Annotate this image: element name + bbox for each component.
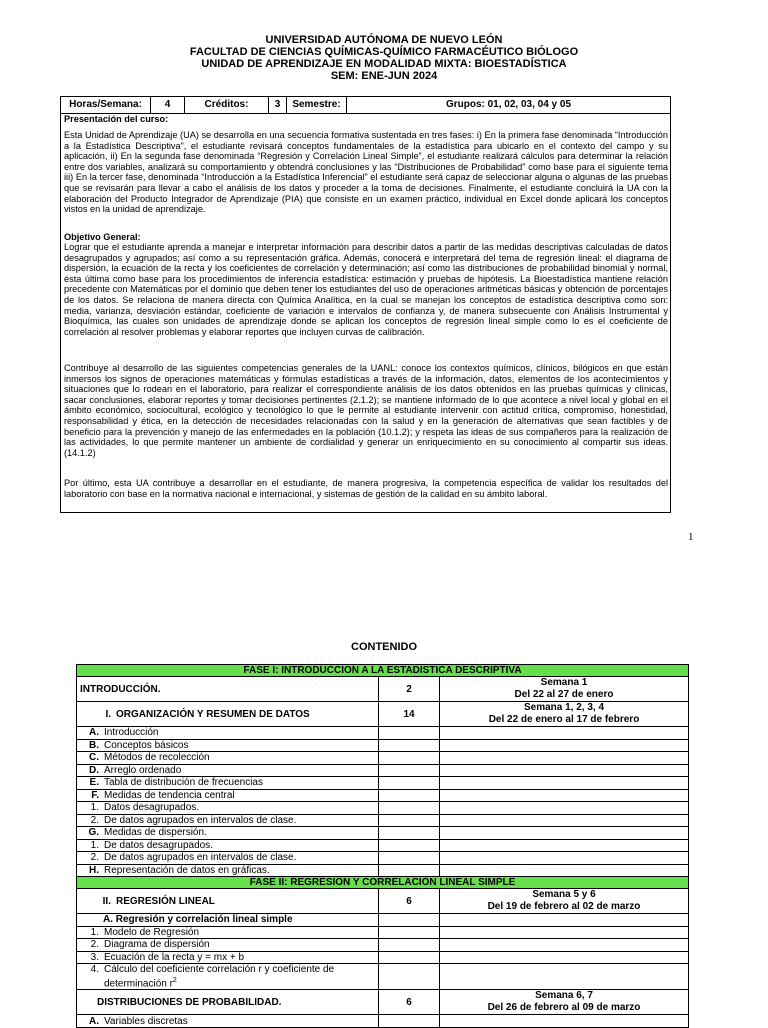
item-text: Modelo de Regresión <box>104 926 200 938</box>
intro-week-dates: Del 22 al 27 de enero <box>514 689 614 700</box>
item-text: Variables discretas <box>104 1015 188 1027</box>
unit-1-title <box>77 702 379 727</box>
item-text: Conceptos básicos <box>104 739 189 751</box>
list-item <box>77 777 379 790</box>
list-item <box>77 939 379 952</box>
unit-1-label: ORGANIZACIÓN Y RESUMEN DE DATOS <box>116 708 310 720</box>
meta-row <box>61 97 670 114</box>
item-text: Medidas de dispersión. <box>104 827 207 839</box>
objetivo-paragraph-2: Contribuye al desarrollo de las siguientes competencias generales de la UANL: conoce los contextos químicos, clínicos, bilógicos en que están inmersos los signos de operaciones matemáticas y fórmulas estadísticas a través de la información, datos, elementos de los acontecimientos y situaciones que lo rodean en el laboratorio, para realizar el correspondiente análisis de los datos obtenidos en las pruebas químicas y clínicas, sacar conclusiones, elaborar reportes y tomar decisiones pertinentes (2.1.2); se mantiene informado de lo que acontece a nivel local y global en el ámbito económico, sociocultural, ecológico y tecnológico lo que le permite al estudiante intervenir con actitud crítica, compromiso, honestidad, responsabilidad y ética, en la detección de necesidades relacionadas con la salud y en la generación de alternativas que sean factibles y de beneficio para la prevención y manejo de las enfermedades en la población (10.1.2); y respeta las ideas de sus compañeros para la realización de las actividades, lo que permite mantener un ambiente de cordialidad y generar un enriquecimiento en su conocimiento al compartir sus ideas. (14.1.2) <box>64 363 668 458</box>
table-row <box>77 827 689 840</box>
unit-2-row <box>77 889 689 914</box>
header-semester: SEM: ENE-JUN 2024 <box>330 70 438 82</box>
item-text: Arreglo ordenado <box>104 764 182 776</box>
list-item <box>77 814 379 827</box>
unit-2-week-number: Semana 5 y 6 <box>532 889 596 900</box>
unit-2-weeks <box>440 889 689 914</box>
table-row <box>77 964 689 990</box>
horas-label: Horas/Semana: <box>61 97 151 113</box>
table-row <box>77 777 689 790</box>
unit-2-number: II. <box>102 895 111 907</box>
item-key: 2. <box>90 852 99 864</box>
unit-1-number: I. <box>105 708 111 720</box>
unit-1-row <box>77 702 689 727</box>
list-item <box>77 739 379 752</box>
header-university: UNIVERSIDAD AUTÓNOMA DE NUEVO LEÓN <box>265 34 503 46</box>
table-row <box>77 951 689 964</box>
item-text: Datos desagrupados. <box>104 802 200 814</box>
dist-hours: 6 <box>379 990 440 1015</box>
dist-row <box>77 990 689 1015</box>
table-row <box>77 939 689 952</box>
item-key: H. <box>89 864 99 876</box>
unit-2-label: REGRESIÓN LINEAL <box>116 895 215 907</box>
list-item <box>77 789 379 802</box>
objetivo-paragraph-3: Por último, esta UA contribuye a desarrollar en el estudiante, de manera progresiva, la competencia específica de validar los resultados del laboratorio con base en la normativa nacional e internacional, y sistemas de gestión de la calidad en su ámbito laboral. <box>64 478 668 499</box>
item-text: De datos desagrupados. <box>104 839 213 851</box>
item-key: A. <box>89 1015 99 1027</box>
contenido-title: CONTENIDO <box>351 641 417 653</box>
item-key: D. <box>89 764 99 776</box>
table-row <box>77 926 689 939</box>
list-item <box>77 852 379 865</box>
table-row <box>77 739 689 752</box>
item-key: 2. <box>90 939 99 951</box>
unit-1-weeks <box>440 702 689 727</box>
item-text: Medidas de tendencia central <box>104 789 235 801</box>
list-item <box>77 827 379 840</box>
table-row <box>77 789 689 802</box>
creditos-value: 3 <box>269 97 287 113</box>
intro-label: INTRODUCCIÓN. <box>77 677 379 702</box>
page-number: 1 <box>688 531 694 543</box>
intro-hours: 2 <box>379 677 440 702</box>
item-text: De datos agrupados en intervalos de clase. <box>104 852 297 864</box>
creditos-label: Créditos: <box>185 97 269 113</box>
fase-1-title: FASE I: INTRODUCCION A LA ESTADISTICA DESCRIPTIVA <box>77 665 689 677</box>
dist-weeks <box>440 990 689 1015</box>
course-info-box <box>60 96 671 513</box>
table-row <box>77 764 689 777</box>
fase-1-row <box>77 665 689 677</box>
table-row <box>77 839 689 852</box>
intro-week-number: Semana 1 <box>540 677 588 688</box>
item-key: 4. <box>90 964 99 975</box>
table-row <box>77 914 689 927</box>
unit-2-title <box>77 889 379 914</box>
item-key: F. <box>91 789 99 801</box>
objetivo-paragraph-1: Lograr que el estudiante aprenda a manejar e interpretar información para describir datos a partir de las medidas descriptivas calculadas de datos desagrupados y agrupados; así como a su representación gráfica. Además, conocerá e interpretará del tema de regresión lineal: el diagrama de dispersión, la ecuación de la recta y los coeficientes de correlación y determinación; así como las distribuciones de probabilidad binomial y normal, ésta última como base para los procedimientos de inferencia estadística: estimación y pruebas de hipótesis. La Bioestadística mantiene relación precedente con Matemáticas por el dominio que deben tener los estudiantes del uso de operaciones aritméticas básicas y obtención de porcentajes de los datos. Se relaciona de manera directa con Química Analítica, en la cual se manejan los conceptos de estadística descriptiva como son: media, varianza, desviación estándar, coeficiente de variación e intervalos de confianza y, de manera subsecuente con Análisis Instrumental y Bioquímica, las cuales son unidades de aprendizaje donde se aplican los conceptos de regresión lineal simple como lo es el coeficiente de correlación al resolver problemas y elaborar reportes que incluyen curvas de calibración. <box>64 242 668 337</box>
presentacion-label: Presentación del curso: <box>64 114 169 124</box>
table-row <box>77 727 689 740</box>
item-text: Introducción <box>104 727 159 739</box>
table-row <box>77 1015 689 1028</box>
item-text: De datos agrupados en intervalos de clase. <box>104 814 297 826</box>
contenido-table <box>76 664 689 1028</box>
list-item <box>77 951 379 964</box>
item-key: A. <box>89 727 99 739</box>
list-item <box>77 964 379 990</box>
item-key: 1. <box>90 802 99 814</box>
item-text: Ecuación de la recta y = mx + b <box>104 951 245 963</box>
objetivo-label: Objetivo General: <box>64 232 141 242</box>
item-text: Representación de datos en gráficas. <box>104 864 270 876</box>
fase-2-title: FASE II: REGRESION Y CORRELACIÓN LINEAL SIMPLE <box>77 877 689 889</box>
item-key: 2. <box>90 814 99 826</box>
item-text: Diagrama de dispersión <box>104 939 210 951</box>
intro-row <box>77 677 689 702</box>
list-item <box>77 727 379 740</box>
table-row <box>77 852 689 865</box>
item-key: 1. <box>90 926 99 938</box>
list-item <box>77 764 379 777</box>
list-item <box>77 839 379 852</box>
dist-week-dates: Del 26 de febrero al 09 de marzo <box>487 1002 641 1014</box>
table-row <box>77 802 689 815</box>
unit-2-week-dates: Del 19 de febrero al 02 de marzo <box>487 901 641 912</box>
item-text: Cálculo del coeficiente correlación r y coeficiente de determinación r <box>104 964 335 990</box>
list-item <box>77 926 379 939</box>
table-row <box>77 814 689 827</box>
item-key: E. <box>89 777 99 789</box>
unit-2-subtitle: A. Regresión y correlación lineal simple <box>77 914 379 927</box>
fase-2-row <box>77 877 689 889</box>
list-item <box>77 802 379 815</box>
header-unit: UNIDAD DE APRENDIZAJE EN MODALIDAD MIXTA: BIOESTADÍSTICA <box>201 58 567 70</box>
item-key: B. <box>89 739 99 751</box>
dist-week-number: Semana 6, 7 <box>535 990 593 1002</box>
item-key: G. <box>88 827 99 839</box>
unit-1-week-number: Semana 1, 2, 3, 4 <box>523 702 605 713</box>
list-item <box>77 864 379 877</box>
presentacion-text: Esta Unidad de Aprendizaje (UA) se desarrolla en una secuencia formativa sustentada en tres fases: i) En la primera fase denominada “Introducción a la Estadística Descriptiva”, el estudiante revisará conceptos fundamentales de la estadística para ubicarlo en el contexto del campo y su aplicación, ii) En la segunda fase denominada “Regresión y Correlación Lineal Simple”, el estudiante realizará cálculos para determinar la relación entre dos variables, analizará su comportamiento y obtendrá conclusiones y las “Distribuciones de Probabilidad” como base para el siguiente tema iii) En la tercer fase, denominada “Introducción a la Estadística Inferencial” el estudiante será capaz de seleccionar alguna o algunas de las pruebas que se revisarán para llevar a cabo el análisis de los datos y proceder a la toma de decisiones. Finalmente, el estudiante concluirá la UA con la elaboración del Producto Integrador de Aprendizaje (PIA) que consiste en un examen práctico, individual en Excel donde aplicará los conceptos vistos en la unidad de aprendizaje. <box>64 130 668 215</box>
item-text: Métodos de recolección <box>104 752 210 764</box>
unit-1-week-dates: Del 22 de enero al 17 de febrero <box>488 714 640 725</box>
item-superscript: 2 <box>172 977 177 984</box>
unit-2-hours: 6 <box>379 889 440 914</box>
item-key: 1. <box>90 839 99 851</box>
grupos: Grupos: 01, 02, 03, 04 y 05 <box>445 99 572 110</box>
item-text: Tabla de distribución de frecuencias <box>104 777 263 789</box>
list-item <box>77 1015 379 1028</box>
unit-1-hours: 14 <box>379 702 440 727</box>
horas-value: 4 <box>151 97 185 113</box>
intro-weeks <box>440 677 689 702</box>
item-key: 3. <box>90 951 99 963</box>
dist-label: DISTRIBUCIONES DE PROBABILIDAD. <box>77 990 379 1015</box>
list-item <box>77 752 379 765</box>
semestre-label: Semestre: <box>287 97 347 113</box>
item-key: C. <box>89 752 99 764</box>
table-row <box>77 752 689 765</box>
header-faculty: FACULTAD DE CIENCIAS QUÍMICAS-QUÍMICO FARMACÉUTICO BIÓLOGO <box>189 46 579 58</box>
table-row <box>77 864 689 877</box>
